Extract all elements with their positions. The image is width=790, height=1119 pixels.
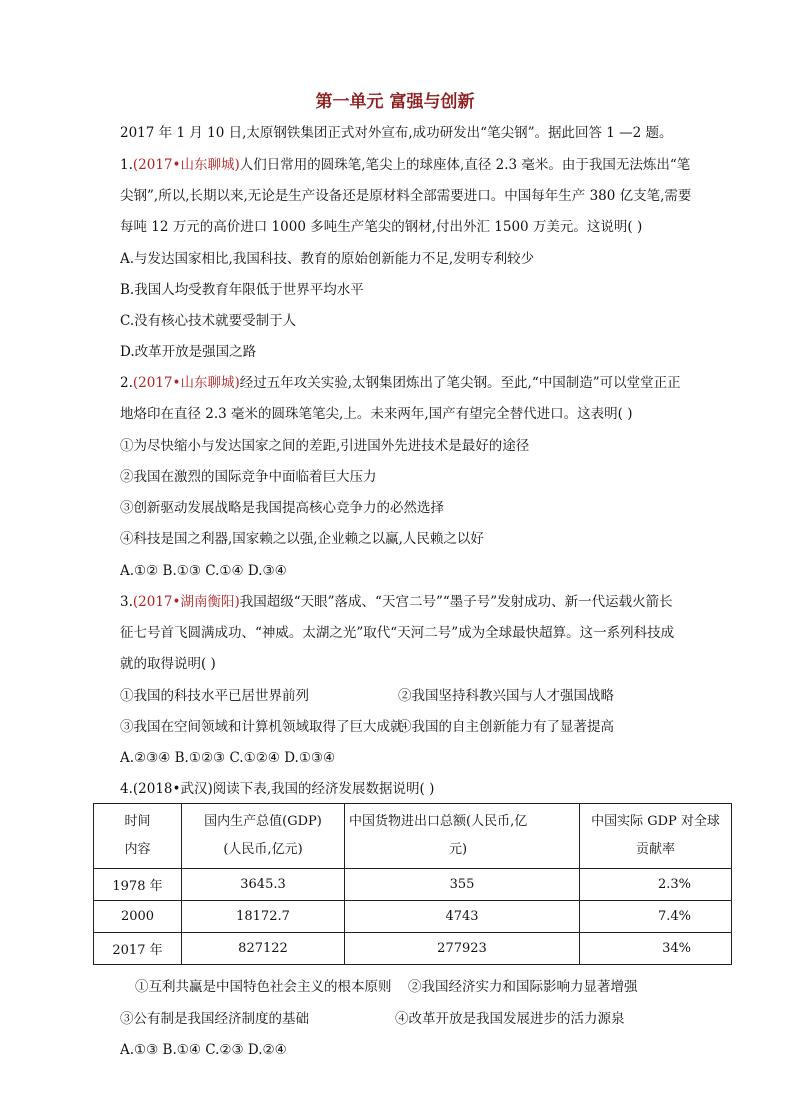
intro-text: 2017 年 1 月 10 日,太原钢铁集团正式对外宣布,成功研发出“笔尖钢”。据此回答 1 —2 题。 (120, 125, 673, 141)
answer-options: A.①② B.①③ C.①④ D.③④ (120, 563, 287, 579)
statement-4: ④我国的自主创新能力有了显著提高 (398, 719, 614, 735)
table-cell: 2000 (94, 901, 182, 933)
question-2-line-1 (120, 373, 681, 393)
answer-options: A.②③④ B.①②③ C.①②④ D.①③④ (120, 750, 336, 766)
table-cell: 2.3% (580, 869, 732, 901)
table-cell: 4743 (345, 901, 580, 933)
table-cell: 277923 (345, 933, 580, 965)
answer-options: A.①③ B.①④ C.②③ D.②④ (120, 1042, 287, 1058)
question-text: 经过五年攻关实验,太钢集团炼出了笔尖钢。至此,“中国制造”可以堂堂正正 (239, 375, 681, 391)
statement-3: ③创新驱动发展战略是我国提高核心竞争力的必然选择 (120, 500, 444, 516)
question-number: 2. (120, 375, 133, 391)
option-a: A.与发达国家相比,我国科技、教育的原始创新能力不足,发明专利较少 (120, 251, 535, 267)
table-cell: 827122 (182, 933, 345, 965)
statement-2: ②我国在激烈的国际竞争中面临着巨大压力 (120, 469, 377, 485)
statement-3: ③我国在空间领域和计算机领域取得了巨大成就 (120, 719, 404, 735)
statement-2: ②我国经济实力和国际影响力显著增强 (408, 979, 638, 995)
statement-4: ④科技是国之利器,国家赖之以强,企业赖之以赢,人民赖之以好 (120, 531, 484, 547)
statement-1: ①为尽快缩小与发达国家之间的差距,引进国外先进技术是最好的途径 (120, 438, 530, 454)
option-d: D.改革开放是强国之路 (120, 344, 257, 360)
statement-2: ②我国坚持科教兴国与人才强国战略 (398, 688, 614, 704)
table-cell: 355 (345, 869, 580, 901)
question-4-line-1: 4.(2018•武汉)阅读下表,我国的经济发展数据说明( ) (120, 781, 435, 797)
question-3-line-1 (120, 592, 673, 612)
table-row (94, 869, 732, 901)
question-1-line-2: 尖钢”,所以,长期以来,无论是生产设备还是原材料全部需要进口。中国每年生产 380 亿支笔,需要 (120, 188, 692, 204)
table-row (94, 933, 732, 965)
table-header-cell: 国内生产总值(GDP) (人民币,亿元) (182, 804, 345, 869)
question-source: (2017•山东聊城) (132, 375, 240, 391)
unit-title: 第一单元 富强与创新 (315, 92, 475, 112)
question-3-line-3: 就的取得说明( ) (120, 656, 216, 672)
question-1-line-3: 每吨 12 万元的高价进口 1000 多吨生产笔尖的钢材,付出外汇 1500 万美元。这说明( ) (120, 219, 643, 235)
question-1-line-1 (120, 155, 690, 175)
question-source: (2017•湖南衡阳) (132, 594, 240, 610)
question-text: 我国超级“天眼”落成、“天宫二号”“墨子号”发射成功、新一代运载火箭长 (239, 594, 673, 610)
question-3-line-2: 征七号首飞圆满成功、“神威。太湖之光”取代“天河二号”成为全球最快超算。这一系列科技成 (120, 625, 675, 641)
table-cell: 3645.3 (182, 869, 345, 901)
table-cell: 2017 年 (94, 933, 182, 965)
statement-4: ④改革开放是我国发展进步的活力源泉 (395, 1011, 625, 1027)
question-number: 3. (120, 594, 133, 610)
statement-3: ③公有制是我国经济制度的基础 (120, 1011, 309, 1027)
statement-1: ①我国的科技水平已居世界前列 (120, 688, 309, 704)
economic-data-table (93, 803, 732, 965)
option-c: C.没有核心技术就要受制于人 (120, 313, 297, 329)
question-number: 1. (120, 157, 133, 173)
question-source: (2017•山东聊城) (132, 157, 240, 173)
table-header-cell: 中国货物进出口总额(人民币,亿 元) (345, 804, 580, 869)
table-header-row (94, 804, 732, 869)
table-header-cell: 中国实际 GDP 对全球 贡献率 (580, 804, 732, 869)
question-text: 人们日常用的圆珠笔,笔尖上的球座体,直径 2.3 毫米。由于我国无法炼出“笔 (239, 157, 691, 173)
table-cell: 34% (580, 933, 732, 965)
statement-1: ①互利共赢是中国特色社会主义的根本原则 (135, 979, 392, 995)
table-header-cell: 时间 内容 (94, 804, 182, 869)
question-2-line-2: 地烙印在直径 2.3 毫米的圆珠笔笔尖,上。未来两年,国产有望完全替代进口。这表明( ) (120, 406, 633, 422)
table-row (94, 901, 732, 933)
table-cell: 1978 年 (94, 869, 182, 901)
option-b: B.我国人均受教育年限低于世界平均水平 (120, 282, 364, 298)
table-cell: 18172.7 (182, 901, 345, 933)
table-cell: 7.4% (580, 901, 732, 933)
